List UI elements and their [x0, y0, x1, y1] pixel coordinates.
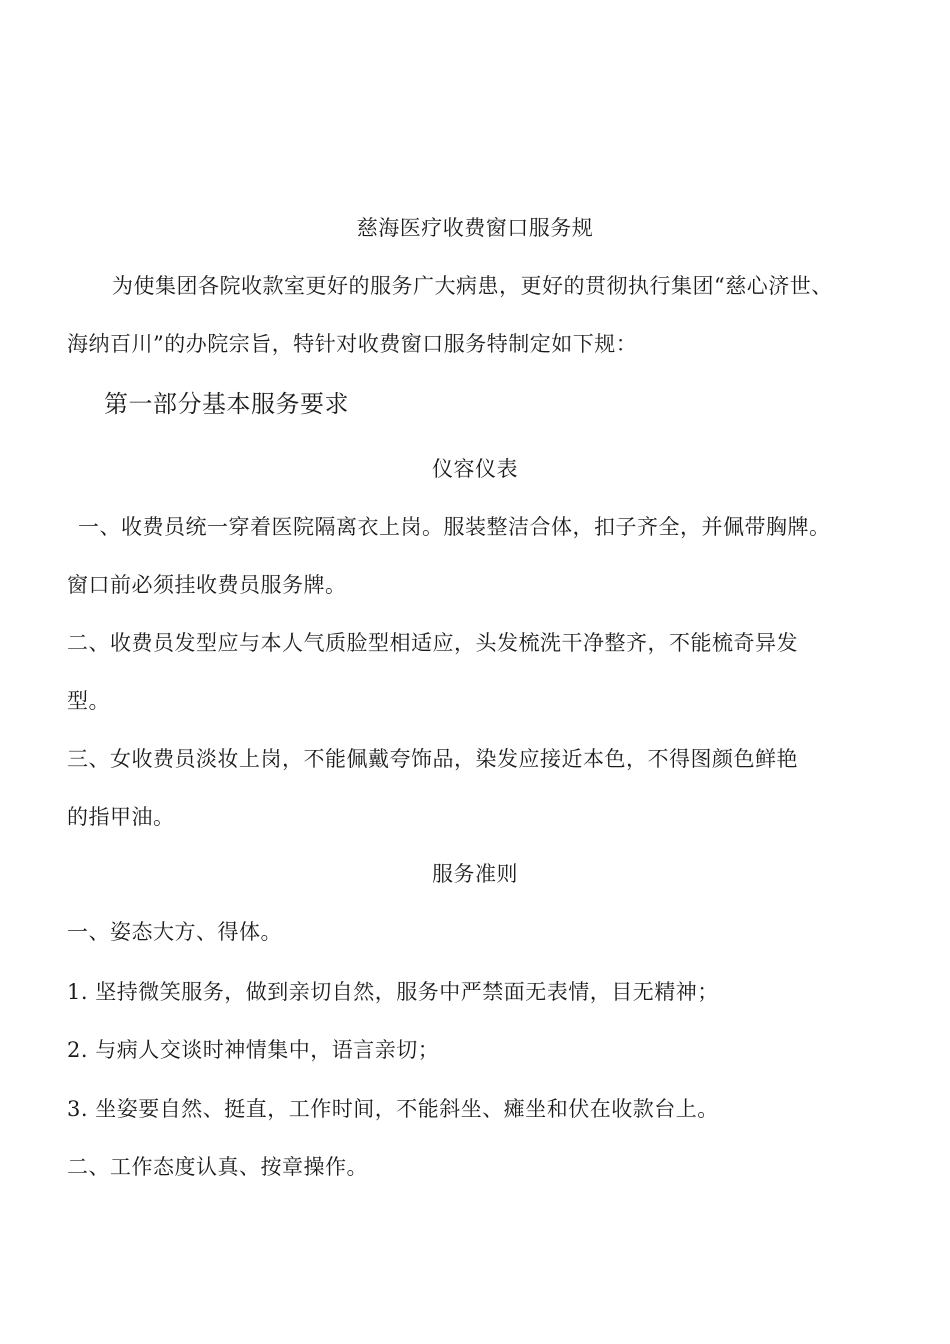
service-sub-item-2: 2. 与病人交谈时神情集中，语言亲切； [67, 1038, 440, 1062]
service-sub-item-3: 3. 坐姿要自然、挺直，工作时间，不能斜坐、瘫坐和伏在收款台上。 [67, 1097, 719, 1121]
appearance-item-3-line-1: 三、女收费员淡妆上岗，不能佩戴夸饰品，染发应接近本色，不得图颜色鲜艳 [67, 747, 798, 771]
appearance-item-2-line-2: 型。 [67, 689, 110, 713]
appearance-item-1-line-2: 窗口前必须挂收费员服务牌。 [67, 573, 347, 597]
section-heading-appearance: 仪容仪表 [432, 457, 518, 481]
service-item-2: 二、工作态度认真、按章操作。 [67, 1155, 368, 1179]
section-heading-service: 服务准则 [432, 862, 518, 886]
appearance-item-1-line-1: 一、收费员统一穿着医院隔离衣上岗。服装整洁合体，扣子齐全，并佩带胸牌。 [78, 515, 831, 539]
appearance-item-2-line-1: 二、收费员发型应与本人气质脸型相适应，头发梳洗干净整齐，不能梳奇异发 [67, 631, 798, 655]
service-sub-item-1: 1. 坚持微笑服务，做到亲切自然，服务中严禁面无表情，目无精神； [67, 980, 719, 1004]
part-one-heading: 第一部分基本服务要求 [104, 390, 349, 418]
intro-line-2: 海纳百川”的办院宗旨，特针对收费窗口服务特制定如下规： [67, 332, 638, 356]
document-title: 慈海医疗收费窗口服务规 [356, 216, 594, 240]
intro-line-1: 为使集团各院收款室更好的服务广大病患，更好的贯彻执行集团“慈心济世、 [112, 274, 833, 298]
service-item-1: 一、姿态大方、得体。 [67, 920, 282, 944]
appearance-item-3-line-2: 的指甲油。 [67, 805, 175, 829]
